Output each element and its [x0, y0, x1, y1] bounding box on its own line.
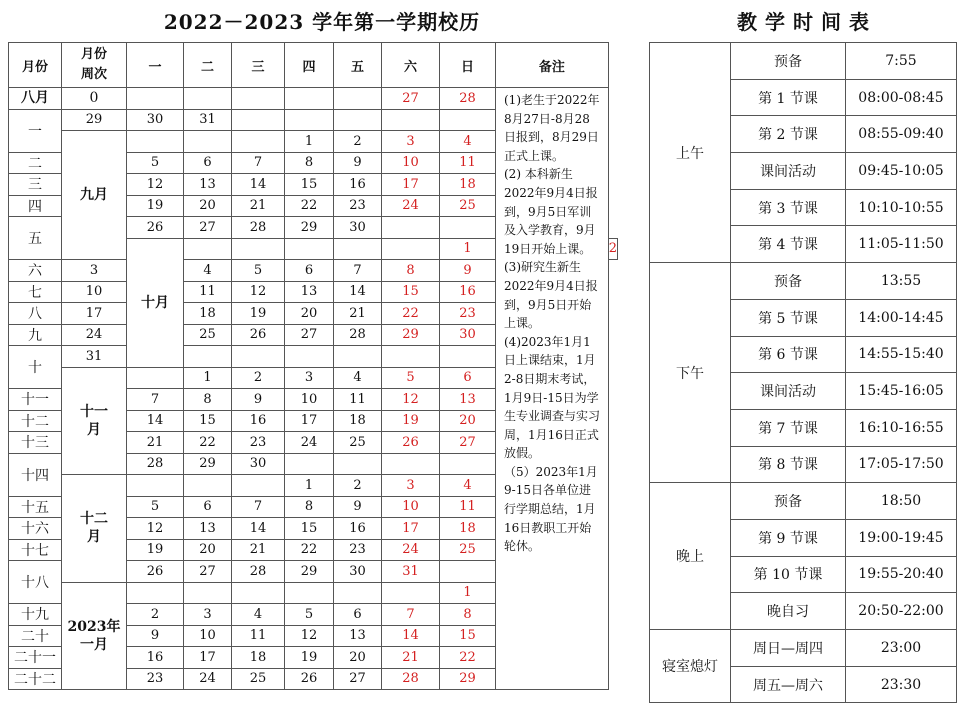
day-cell: 3	[382, 131, 440, 153]
month-header: 月份	[9, 43, 62, 88]
day-cell: 20	[184, 195, 232, 217]
day-cell	[285, 453, 334, 475]
slot-time: 19:00-19:45	[846, 519, 957, 556]
day-cell: 12	[382, 389, 440, 411]
day-cell: 4	[334, 367, 382, 389]
day-cell: 1	[184, 367, 232, 389]
day-cell: 18	[334, 410, 382, 432]
calendar-week-row	[9, 88, 618, 110]
day-cell	[382, 238, 440, 260]
day-cell	[232, 238, 285, 260]
day-cell	[285, 582, 334, 604]
day-header: 一	[127, 43, 184, 88]
day-header: 二	[184, 43, 232, 88]
week-number: 十八	[9, 561, 62, 604]
day-cell: 16	[127, 647, 184, 669]
day-cell: 23	[334, 195, 382, 217]
day-cell: 30	[440, 324, 496, 346]
week-number: 十二	[9, 410, 62, 432]
notes-header: 备注	[496, 43, 609, 88]
day-cell: 28	[232, 561, 285, 583]
day-cell	[382, 217, 440, 239]
day-cell	[382, 346, 440, 368]
day-cell: 16	[232, 410, 285, 432]
day-cell	[127, 88, 184, 110]
day-cell: 1	[285, 475, 334, 497]
day-cell: 1	[285, 131, 334, 153]
day-cell: 20	[440, 410, 496, 432]
day-cell: 13	[184, 518, 232, 540]
day-cell: 23	[334, 539, 382, 561]
calendar-title: 2022－2023 学年第一学期校历	[163, 10, 481, 34]
day-cell: 8	[382, 260, 440, 282]
day-cell: 14	[382, 625, 440, 647]
day-cell: 8	[184, 389, 232, 411]
day-cell: 2	[334, 131, 382, 153]
slot-name: 预备	[731, 483, 846, 520]
slot-name: 第 7 节课	[731, 409, 846, 446]
day-cell: 27	[184, 217, 232, 239]
day-cell: 26	[285, 668, 334, 690]
day-cell: 17	[62, 303, 127, 325]
day-cell: 5	[232, 260, 285, 282]
slot-time: 08:00-08:45	[846, 79, 957, 116]
day-cell: 21	[382, 647, 440, 669]
month-label: 2023年 一月	[62, 582, 127, 690]
day-cell: 14	[232, 174, 285, 196]
day-cell: 25	[334, 432, 382, 454]
day-cell: 21	[127, 432, 184, 454]
week-number: 十六	[9, 518, 62, 540]
slot-name: 晚自习	[731, 593, 846, 630]
day-cell	[440, 561, 496, 583]
day-cell: 4	[232, 604, 285, 626]
day-cell	[232, 582, 285, 604]
day-cell: 22	[285, 195, 334, 217]
day-cell: 30	[334, 561, 382, 583]
day-cell: 12	[232, 281, 285, 303]
period-label: 上午	[650, 43, 731, 263]
day-cell: 30	[232, 453, 285, 475]
week-number: 十	[9, 346, 62, 389]
day-cell: 16	[334, 174, 382, 196]
day-cell: 11	[184, 281, 232, 303]
day-cell	[184, 131, 232, 153]
week-number: 十四	[9, 453, 62, 496]
day-cell: 30	[127, 109, 184, 131]
week-number: 二十	[9, 625, 62, 647]
day-cell: 18	[232, 647, 285, 669]
slot-time: 10:10-10:55	[846, 189, 957, 226]
day-cell: 16	[334, 518, 382, 540]
week-number: 二	[9, 152, 62, 174]
day-cell: 21	[232, 195, 285, 217]
day-cell: 13	[285, 281, 334, 303]
slot-time: 23:30	[846, 666, 957, 703]
day-cell: 19	[232, 303, 285, 325]
day-cell: 19	[382, 410, 440, 432]
day-cell: 3	[62, 260, 127, 282]
day-cell: 27	[334, 668, 382, 690]
day-cell: 20	[285, 303, 334, 325]
day-cell: 5	[127, 496, 184, 518]
schedule-row	[650, 630, 957, 667]
slot-name: 预备	[731, 43, 846, 80]
day-cell: 3	[285, 367, 334, 389]
period-label: 晚上	[650, 483, 731, 630]
day-cell: 18	[440, 174, 496, 196]
slot-name: 课间活动	[731, 373, 846, 410]
slot-time: 20:50-22:00	[846, 593, 957, 630]
slot-name: 第 1 节课	[731, 79, 846, 116]
week-header: 月份 周次	[62, 43, 127, 88]
day-cell: 19	[285, 647, 334, 669]
day-cell: 7	[382, 604, 440, 626]
day-cell	[334, 453, 382, 475]
day-cell	[334, 346, 382, 368]
day-cell: 24	[285, 432, 334, 454]
schedule-row	[650, 483, 957, 520]
day-cell: 18	[184, 303, 232, 325]
day-cell: 14	[127, 410, 184, 432]
day-cell: 12	[127, 174, 184, 196]
day-cell: 4	[184, 260, 232, 282]
day-cell: 11	[440, 496, 496, 518]
day-cell: 26	[127, 217, 184, 239]
day-cell	[184, 88, 232, 110]
week-number: 二十二	[9, 668, 62, 690]
slot-name: 第 5 节课	[731, 299, 846, 336]
day-header: 日	[440, 43, 496, 88]
day-cell: 23	[440, 303, 496, 325]
slot-time: 14:00-14:45	[846, 299, 957, 336]
day-cell: 28	[232, 217, 285, 239]
day-cell: 22	[440, 647, 496, 669]
day-cell: 21	[334, 303, 382, 325]
day-cell	[440, 453, 496, 475]
slot-name: 第 6 节课	[731, 336, 846, 373]
slot-time: 17:05-17:50	[846, 446, 957, 483]
day-cell: 30	[334, 217, 382, 239]
day-cell: 15	[440, 625, 496, 647]
day-cell	[334, 582, 382, 604]
schedule-row	[650, 263, 957, 300]
day-cell: 24	[184, 668, 232, 690]
week-number: 十三	[9, 432, 62, 454]
academic-calendar-table	[8, 42, 618, 690]
day-header: 四	[285, 43, 334, 88]
day-cell	[232, 88, 285, 110]
day-cell: 31	[184, 109, 232, 131]
week-number: 七	[9, 281, 62, 303]
day-cell	[127, 475, 184, 497]
day-cell: 11	[232, 625, 285, 647]
day-header: 六	[382, 43, 440, 88]
day-cell: 15	[184, 410, 232, 432]
day-cell: 27	[382, 88, 440, 110]
period-label: 寝室熄灯	[650, 630, 731, 703]
day-cell: 2	[608, 238, 617, 260]
day-cell	[184, 475, 232, 497]
day-cell	[440, 217, 496, 239]
day-cell: 4	[440, 475, 496, 497]
day-cell: 31	[382, 561, 440, 583]
day-cell: 23	[232, 432, 285, 454]
week-number: 五	[9, 217, 62, 260]
week-number: 十一	[9, 389, 62, 411]
slot-time: 11:05-11:50	[846, 226, 957, 263]
day-cell: 28	[382, 668, 440, 690]
day-cell: 29	[440, 668, 496, 690]
week-number: 十五	[9, 496, 62, 518]
day-cell: 5	[285, 604, 334, 626]
day-cell: 10	[382, 496, 440, 518]
day-cell: 7	[334, 260, 382, 282]
day-cell: 17	[382, 518, 440, 540]
week-number: 十七	[9, 539, 62, 561]
day-cell: 8	[285, 152, 334, 174]
day-cell	[127, 131, 184, 153]
day-cell	[232, 346, 285, 368]
day-cell: 6	[334, 604, 382, 626]
day-cell: 6	[285, 260, 334, 282]
slot-time: 13:55	[846, 263, 957, 300]
day-cell: 6	[440, 367, 496, 389]
day-cell: 25	[440, 539, 496, 561]
day-cell: 17	[382, 174, 440, 196]
day-cell: 9	[334, 152, 382, 174]
week-number: 0	[62, 88, 127, 110]
day-cell: 7	[127, 389, 184, 411]
month-label: 九月	[62, 131, 127, 260]
slot-name: 第 10 节课	[731, 556, 846, 593]
day-cell: 24	[382, 195, 440, 217]
day-cell	[127, 367, 184, 389]
week-number: 九	[9, 324, 62, 346]
day-cell	[334, 238, 382, 260]
day-cell	[184, 238, 232, 260]
day-cell: 14	[232, 518, 285, 540]
day-cell: 27	[285, 324, 334, 346]
day-cell: 13	[334, 625, 382, 647]
day-cell: 13	[440, 389, 496, 411]
period-label: 下午	[650, 263, 731, 483]
slot-name: 课间活动	[731, 153, 846, 190]
day-cell: 9	[440, 260, 496, 282]
day-cell: 13	[184, 174, 232, 196]
day-cell: 28	[334, 324, 382, 346]
month-label: 八月	[9, 88, 62, 110]
day-cell: 2	[127, 604, 184, 626]
slot-time: 16:10-16:55	[846, 409, 957, 446]
day-cell: 27	[184, 561, 232, 583]
day-cell: 1	[440, 238, 496, 260]
day-cell: 20	[184, 539, 232, 561]
slot-name: 预备	[731, 263, 846, 300]
day-cell	[127, 582, 184, 604]
day-cell: 22	[184, 432, 232, 454]
slot-time: 09:45-10:05	[846, 153, 957, 190]
day-cell: 22	[285, 539, 334, 561]
day-cell: 29	[382, 324, 440, 346]
slot-time: 18:50	[846, 483, 957, 520]
week-number: 十九	[9, 604, 62, 626]
day-cell: 28	[127, 453, 184, 475]
day-cell: 24	[382, 539, 440, 561]
slot-time: 15:45-16:05	[846, 373, 957, 410]
day-cell: 16	[440, 281, 496, 303]
day-cell	[334, 88, 382, 110]
day-cell: 23	[127, 668, 184, 690]
day-cell: 19	[127, 539, 184, 561]
slot-time: 08:55-09:40	[846, 116, 957, 153]
day-header: 五	[334, 43, 382, 88]
day-cell: 29	[62, 109, 127, 131]
day-cell	[232, 475, 285, 497]
day-cell	[285, 346, 334, 368]
schedule-row	[650, 43, 957, 80]
day-cell: 8	[285, 496, 334, 518]
day-cell: 14	[334, 281, 382, 303]
schedule-title: 教学时间表	[737, 10, 877, 34]
day-cell: 6	[184, 496, 232, 518]
week-number: 三	[9, 174, 62, 196]
slot-name: 第 2 节课	[731, 116, 846, 153]
day-cell: 31	[62, 346, 127, 368]
day-cell	[440, 346, 496, 368]
day-cell: 4	[440, 131, 496, 153]
day-cell	[184, 346, 232, 368]
notes-text: (1)老生于2022年8月27日-8月28日报到，8月29日正式上课。 (2) 本科新生 2022年9月4日报到，9月5日军训及入学教育，9月19日开始上课。 (3)研究生新生2022年9月4日报到，9月5日开始上课。 (4)2023年1月1日上课结束，1月2-8日期末考试，1月9日-15日为学生专业调查与实习周，1月16日正式放假。 （5）2023年1月9-15日各单位进行学期总结，1月16日教职工开始轮休。	[496, 88, 609, 690]
month-label: 十月	[127, 238, 184, 367]
day-cell: 5	[127, 152, 184, 174]
week-number: 一	[9, 109, 62, 152]
day-cell	[382, 582, 440, 604]
day-cell: 29	[285, 217, 334, 239]
day-cell: 10	[285, 389, 334, 411]
slot-name: 第 3 节课	[731, 189, 846, 226]
day-cell: 10	[184, 625, 232, 647]
day-header: 三	[232, 43, 285, 88]
day-cell: 26	[382, 432, 440, 454]
day-cell: 10	[62, 281, 127, 303]
day-cell: 20	[334, 647, 382, 669]
day-cell: 6	[184, 152, 232, 174]
day-cell: 1	[440, 582, 496, 604]
day-cell: 28	[440, 88, 496, 110]
day-cell: 7	[232, 496, 285, 518]
week-number: 八	[9, 303, 62, 325]
day-cell	[285, 109, 334, 131]
day-cell: 9	[127, 625, 184, 647]
day-cell: 26	[127, 561, 184, 583]
day-cell	[232, 131, 285, 153]
day-cell: 5	[382, 367, 440, 389]
day-cell: 12	[285, 625, 334, 647]
slot-time: 7:55	[846, 43, 957, 80]
day-cell: 15	[285, 518, 334, 540]
slot-name: 周日—周四	[731, 630, 846, 667]
teaching-schedule-table	[649, 42, 957, 703]
day-cell: 15	[382, 281, 440, 303]
day-cell: 17	[285, 410, 334, 432]
day-cell: 7	[232, 152, 285, 174]
day-cell: 27	[440, 432, 496, 454]
day-cell: 24	[62, 324, 127, 346]
day-cell	[382, 109, 440, 131]
slot-time: 14:55-15:40	[846, 336, 957, 373]
day-cell: 26	[232, 324, 285, 346]
day-cell: 19	[127, 195, 184, 217]
day-cell: 9	[334, 496, 382, 518]
week-number: 四	[9, 195, 62, 217]
day-cell: 18	[440, 518, 496, 540]
day-cell: 2	[232, 367, 285, 389]
day-cell: 29	[184, 453, 232, 475]
calendar-header-row	[9, 43, 618, 88]
day-cell: 2	[334, 475, 382, 497]
day-cell: 25	[184, 324, 232, 346]
slot-time: 23:00	[846, 630, 957, 667]
day-cell: 17	[184, 647, 232, 669]
day-cell: 15	[285, 174, 334, 196]
day-cell: 8	[440, 604, 496, 626]
day-cell: 11	[440, 152, 496, 174]
month-label: 十一 月	[62, 367, 127, 475]
day-cell	[382, 453, 440, 475]
day-cell: 9	[232, 389, 285, 411]
day-cell: 10	[382, 152, 440, 174]
slot-time: 19:55-20:40	[846, 556, 957, 593]
slot-name: 第 9 节课	[731, 519, 846, 556]
slot-name: 周五—周六	[731, 666, 846, 703]
day-cell: 21	[232, 539, 285, 561]
day-cell: 22	[382, 303, 440, 325]
month-label: 十二 月	[62, 475, 127, 583]
day-cell	[232, 109, 285, 131]
week-number: 二十一	[9, 647, 62, 669]
day-cell: 11	[334, 389, 382, 411]
day-cell	[285, 238, 334, 260]
day-cell: 3	[382, 475, 440, 497]
day-cell: 12	[127, 518, 184, 540]
day-cell	[285, 88, 334, 110]
week-number: 六	[9, 260, 62, 282]
slot-name: 第 4 节课	[731, 226, 846, 263]
day-cell: 29	[285, 561, 334, 583]
day-cell: 25	[440, 195, 496, 217]
day-cell: 3	[184, 604, 232, 626]
slot-name: 第 8 节课	[731, 446, 846, 483]
day-cell: 25	[232, 668, 285, 690]
day-cell	[334, 109, 382, 131]
day-cell	[184, 582, 232, 604]
